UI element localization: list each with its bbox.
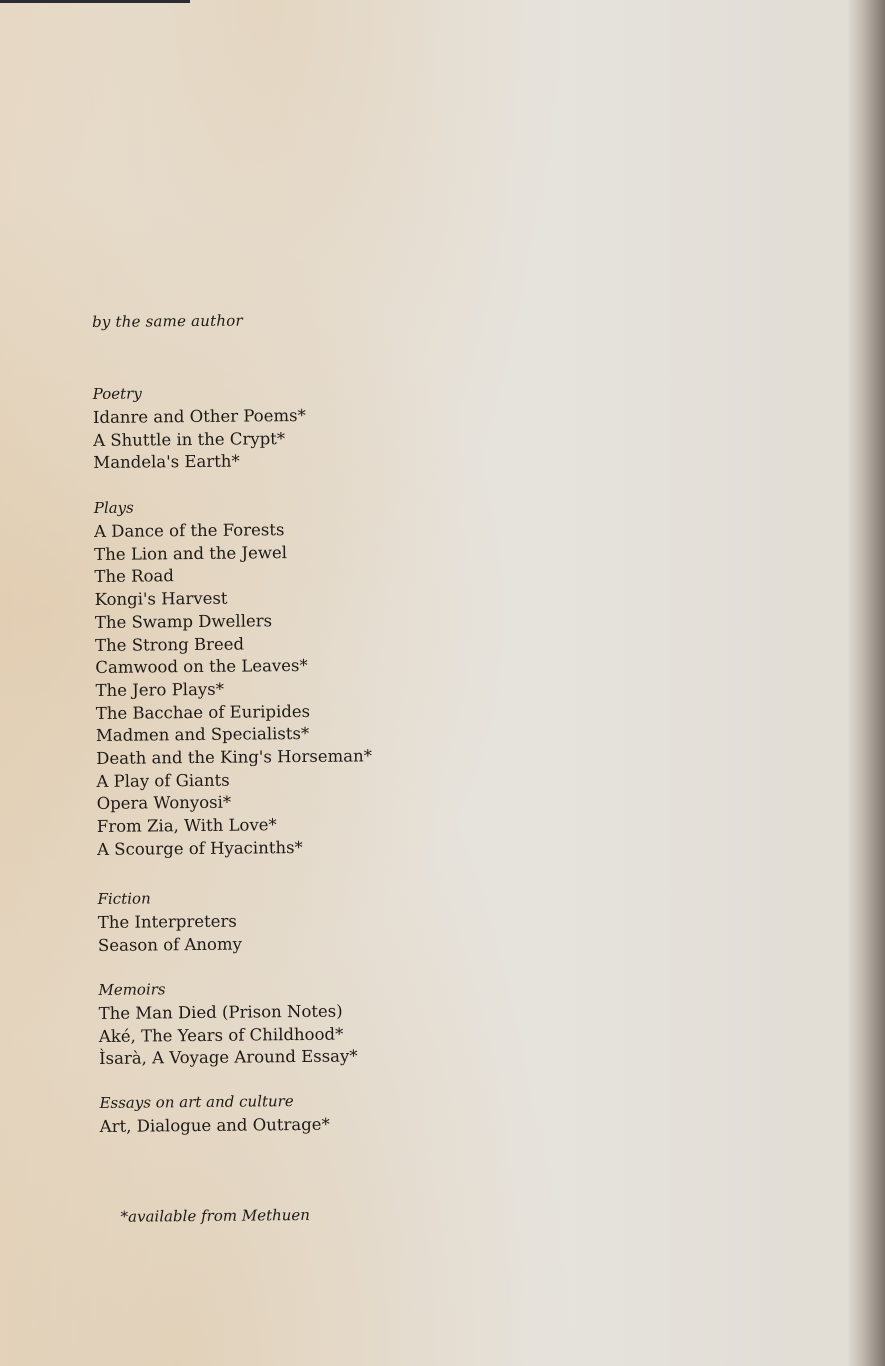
list-item: Season of Anomy (97, 934, 243, 955)
section-title: Poetry (92, 384, 142, 403)
section-fiction (97, 887, 242, 958)
title-list (100, 1114, 330, 1139)
list-item: Aké, The Years of Childhood* (98, 1024, 344, 1046)
page-header: by the same author (91, 311, 243, 331)
list-item: The Bacchae of Euripides (95, 701, 311, 723)
title-list (98, 911, 242, 958)
list-item: The Interpreters (97, 911, 237, 932)
section-title: Plays (93, 498, 134, 517)
list-item: Mandela's Earth* (93, 451, 240, 473)
section-title: Memoirs (98, 980, 166, 999)
list-item: A Shuttle in the Crypt* (93, 428, 286, 450)
list-item: Kongi's Harvest (94, 588, 228, 610)
footnote: *available from Methuen (120, 1205, 310, 1226)
title-list (93, 405, 307, 475)
list-item: The Strong Breed (95, 634, 245, 655)
list-item: The Jero Plays* (95, 679, 224, 700)
list-item: Madmen and Specialists* (95, 724, 310, 746)
list-item: Camwood on the Leaves* (95, 656, 308, 678)
title-list (99, 1000, 358, 1071)
section-title: Essays on art and culture (99, 1092, 294, 1112)
title-list (94, 518, 373, 861)
section-essays (99, 1090, 329, 1139)
section-plays (94, 494, 373, 861)
list-item: Art, Dialogue and Outrage* (99, 1114, 330, 1136)
list-item: Idanre and Other Poems* (92, 405, 306, 427)
section-memoirs (98, 976, 357, 1071)
section-poetry (93, 381, 307, 475)
list-item: Opera Wonyosi* (96, 793, 232, 814)
list-item: The Man Died (Prison Notes) (98, 1001, 343, 1023)
list-item: A Scourge of Hyacinths* (96, 837, 303, 859)
list-item: The Road (94, 566, 174, 587)
list-item: Death and the King's Horseman* (96, 746, 373, 768)
list-item: The Swamp Dwellers (94, 611, 273, 632)
list-item: From Zia, With Love* (96, 815, 277, 837)
section-title: Fiction (97, 889, 151, 908)
list-item: Ìsarà, A Voyage Around Essay* (99, 1046, 358, 1069)
list-item: A Dance of the Forests (93, 520, 285, 541)
list-item: A Play of Giants (96, 770, 230, 791)
list-item: The Lion and the Jewel (94, 542, 288, 564)
